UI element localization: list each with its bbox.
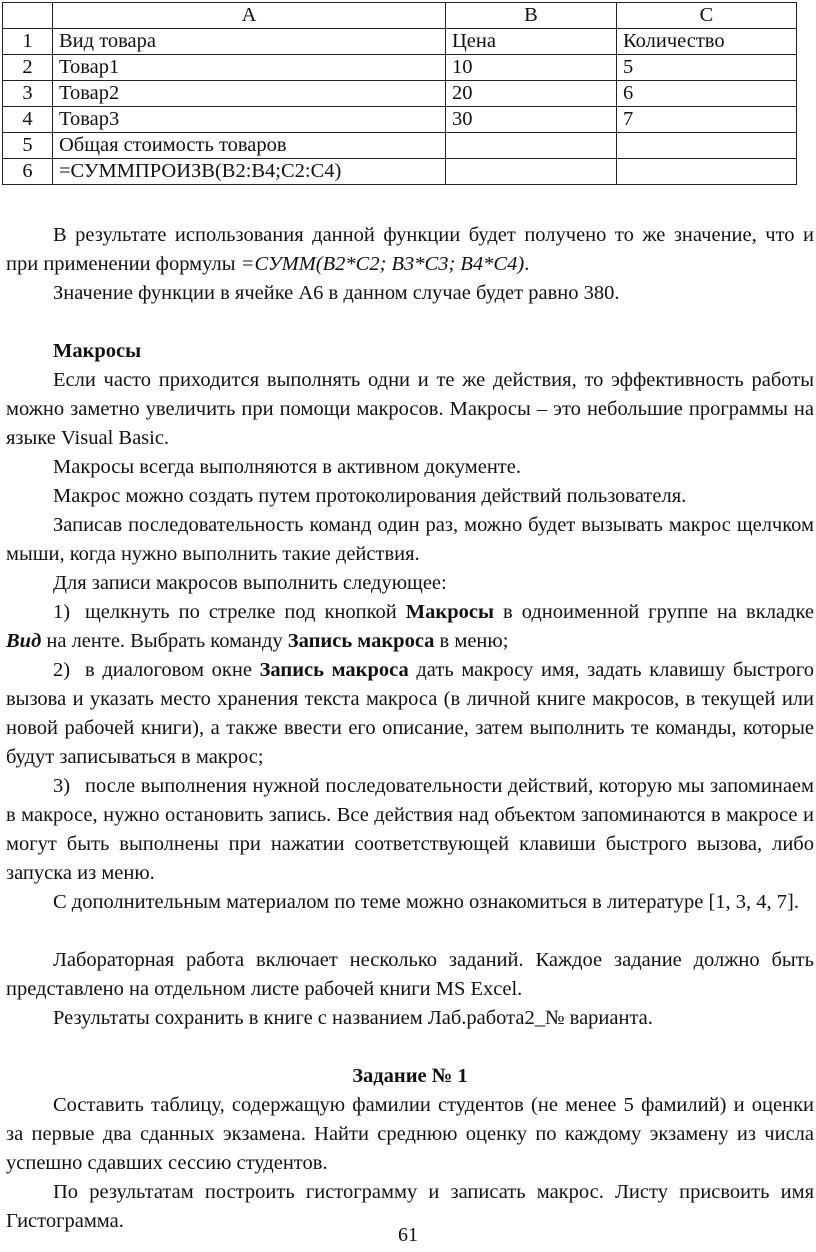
paragraph-macros-reuse: Записав последовательность команд один раз, можно будет вызывать макрос щелчком мыши, когда нужно выполнить такие действия. — [6, 514, 814, 565]
view-tab-name: Вид — [6, 630, 42, 652]
column-header-b: B — [446, 3, 617, 29]
cell-b3: 20 — [446, 81, 617, 107]
cell-a2: Товар1 — [53, 55, 446, 81]
macros-button-name: Макросы — [405, 601, 494, 623]
corner-cell — [3, 3, 53, 29]
paragraph-task-description: Составить таблицу, содержащую фамилии студентов (не менее 5 фамилий) и оценки за первые два сданных экзамена. Найти среднюю оценку по каждому экзамену из числа успешно сдавших сессию студентов. — [6, 1094, 814, 1174]
cell-a5: Общая стоимость товаров — [53, 133, 446, 159]
cell-a1: Вид товара — [53, 29, 446, 55]
cell-c1: Количество — [617, 29, 797, 55]
record-macro-command: Запись макроса — [287, 630, 435, 652]
cell-b5 — [446, 133, 617, 159]
paragraph-macros-steps-intro: Для записи макросов выполнить следующее: — [53, 572, 447, 594]
paragraph-function-value: Значение функции в ячейке А6 в данном случае будет равно 380. — [53, 282, 620, 304]
table-row — [3, 29, 797, 55]
row-number: 5 — [3, 133, 53, 159]
row-number: 4 — [3, 107, 53, 133]
cell-b1: Цена — [446, 29, 617, 55]
paragraph-function-result: В результате использования данной функции будет получено то же значение, что и при применении формулы =СУММ(B2*C2; B3*C3; B4*C4). — [6, 224, 814, 275]
cell-b6 — [446, 159, 617, 185]
paragraph-lab-structure: Лабораторная работа включает несколько заданий. Каждое задание должно быть представлено на отдельном листе рабочей книги MS Excel. — [6, 949, 814, 1000]
paragraph-save-results: Результаты сохранить в книге с названием Лаб.работа2_№ варианта. — [53, 1007, 653, 1029]
table-row — [3, 55, 797, 81]
table-row — [3, 107, 797, 133]
page-number: 61 — [398, 1224, 418, 1246]
cell-c5 — [617, 133, 797, 159]
document-body — [6, 221, 814, 1236]
paragraph-task-chart: По результатам построить гистограмму и записать макрос. Листу присвоить имя Гистограмма. — [6, 1181, 814, 1232]
step-2: 2) в диалоговом окне Запись макроса дать макросу имя, задать клавишу быстрого вызова и указать место хранения текста макроса (в личной книге макросов, в текущей или новой рабочей книги), а также ввести его описание, затем выполнить те команды, которые будут записываться в макрос; — [6, 656, 814, 772]
step-number: 1) — [53, 601, 71, 623]
paragraph-literature: С дополнительным материалом по теме можно ознакомиться в литературе [1, 3, 4, 7]. — [53, 891, 799, 913]
step-number: 3) — [53, 775, 71, 797]
cell-c3: 6 — [617, 81, 797, 107]
table-row — [3, 81, 797, 107]
record-macro-dialog-name: Запись макроса — [259, 659, 409, 681]
cell-c2: 5 — [617, 55, 797, 81]
table-row — [3, 133, 797, 159]
section-heading-macros: Макросы — [53, 340, 142, 362]
task-heading: Задание № 1 — [352, 1065, 468, 1087]
cell-b4: 30 — [446, 107, 617, 133]
row-number: 2 — [3, 55, 53, 81]
table-row — [3, 159, 797, 185]
paragraph-macros-recording: Макрос можно создать путем протоколирования действий пользователя. — [53, 485, 687, 507]
column-header-a: A — [53, 3, 446, 29]
row-number: 1 — [3, 29, 53, 55]
cell-c4: 7 — [617, 107, 797, 133]
column-header-c: C — [617, 3, 797, 29]
formula: =СУММ(B2*C2; B3*C3; B4*C4) — [240, 253, 525, 275]
cell-b2: 10 — [446, 55, 617, 81]
paragraph-macros-active: Макросы всегда выполняются в активном документе. — [53, 456, 521, 478]
cell-a6: =СУММПРОИЗВ(B2:B4;C2:C4) — [53, 159, 446, 185]
step-number: 2) — [53, 659, 71, 681]
row-number: 3 — [3, 81, 53, 107]
spreadsheet-table — [2, 2, 797, 185]
step-1: 1) щелкнуть по стрелке под кнопкой Макросы в одноименной группе на вкладке Вид на ленте. Выбрать команду Запись макроса в меню; — [6, 598, 814, 656]
cell-a3: Товар2 — [53, 81, 446, 107]
row-number: 6 — [3, 159, 53, 185]
cell-c6 — [617, 159, 797, 185]
paragraph-macros-intro: Если часто приходится выполнять одни и те же действия, то эффективность работы можно заметно увеличить при помощи макросов. Макросы – это небольшие программы на языке Visual Basic. — [6, 369, 814, 449]
cell-a4: Товар3 — [53, 107, 446, 133]
step-3: 3) после выполнения нужной последовательности действий, которую мы запоминаем в макросе, нужно остановить запись. Все действия над объектом запоминаются в макросе и могут быть выполнены при нажатии соответствующей клавиши быстрого вызова, либо запуска из меню. — [6, 772, 814, 888]
column-header-row — [3, 3, 797, 29]
